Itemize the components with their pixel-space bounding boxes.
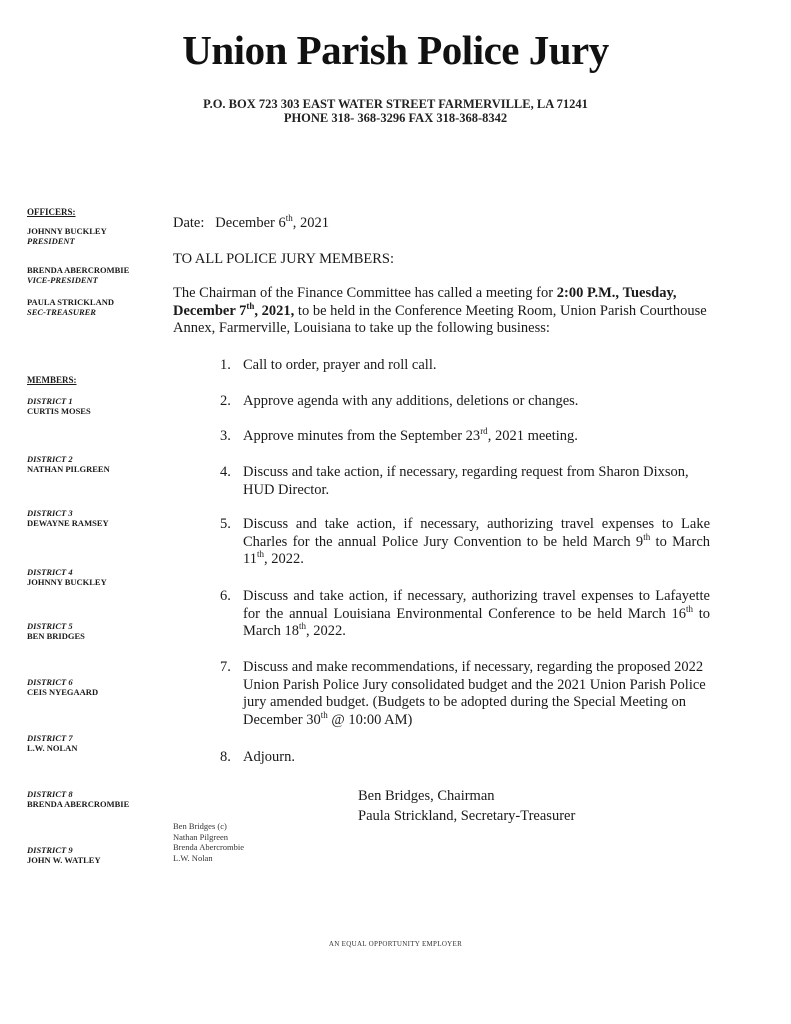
member-name: CURTIS MOSES bbox=[27, 406, 91, 416]
officers-heading: OFFICERS: bbox=[27, 207, 76, 217]
cc-name: Brenda Abercrombie bbox=[173, 842, 245, 852]
agenda-item-text: Adjourn. bbox=[243, 749, 295, 765]
member-district: DISTRICT 6 bbox=[27, 677, 73, 687]
letter-greeting: TO ALL POLICE JURY MEMBERS: bbox=[173, 251, 395, 267]
cc-name: Ben Bridges (c) bbox=[173, 821, 227, 831]
agenda-item-number: 1. bbox=[220, 357, 231, 373]
member-name: JOHNNY BUCKLEY bbox=[27, 577, 107, 587]
agenda-item-number: 7. bbox=[220, 659, 231, 675]
agenda-item-text: Discuss and take action, if necessary, authorizing travel expenses to Lake Charles for the annual Police Jury Convention to be held March 9th to March 11th, 2022. bbox=[243, 516, 711, 567]
officer-name: PAULA STRICKLAND bbox=[27, 297, 114, 307]
agenda-item-text: Call to order, prayer and roll call. bbox=[243, 357, 437, 373]
officer-role: PRESIDENT bbox=[27, 236, 75, 246]
signature-chairman: Ben Bridges, Chairman bbox=[358, 788, 495, 804]
letterhead-address: P.O. BOX 723 303 EAST WATER STREET FARMERVILLE, LA 71241 bbox=[203, 97, 588, 111]
agenda-item-text: Approve minutes from the September 23rd, 2021 meeting. bbox=[243, 426, 578, 444]
agenda-item-text: Discuss and take action, if necessary, regarding request from Sharon Dixson, HUD Director. bbox=[243, 464, 689, 498]
member-name: L.W. NOLAN bbox=[27, 743, 78, 753]
member-district: DISTRICT 8 bbox=[27, 789, 73, 799]
cc-name: Nathan Pilgreen bbox=[173, 831, 228, 842]
member-district: DISTRICT 9 bbox=[27, 845, 73, 855]
member-name: CEIS NYEGAARD bbox=[27, 687, 99, 697]
member-name: JOHN W. WATLEY bbox=[27, 855, 101, 865]
member-district: DISTRICT 1 bbox=[27, 396, 73, 406]
agenda-item-number: 4. bbox=[220, 464, 231, 480]
member-district: DISTRICT 7 bbox=[27, 733, 73, 743]
agenda-item-number: 5. bbox=[220, 516, 231, 532]
member-name: BRENDA ABERCROMBIE bbox=[27, 799, 130, 809]
signature-secretary: Paula Strickland, Secretary-Treasurer bbox=[358, 808, 576, 824]
signature-block bbox=[358, 786, 575, 826]
member-district: DISTRICT 3 bbox=[27, 508, 73, 518]
cc-name: L.W. Nolan bbox=[173, 852, 213, 863]
letterhead-title: Union Parish Police Jury bbox=[182, 27, 609, 73]
agenda-item-number: 3. bbox=[220, 428, 231, 444]
officer-role: VICE-PRESIDENT bbox=[27, 275, 98, 285]
officer-role: SEC-TREASURER bbox=[27, 307, 96, 317]
member-district: DISTRICT 5 bbox=[27, 621, 73, 631]
footer-equal-opportunity: AN EQUAL OPPORTUNITY EMPLOYER bbox=[328, 940, 463, 948]
agenda-item-text: Approve agenda with any additions, deletions or changes. bbox=[243, 393, 579, 409]
agenda-item-text: Discuss and make recommendations, if necessary, regarding the proposed 2022 Union Parish Police Jury consolidated budget and the 2021 Union Parish Police jury amended budget. (Budgets to be adopted during the Special Meeting on December 30th @ 10:00 AM) bbox=[243, 659, 706, 728]
letter-date: Date: December 6th, 2021 bbox=[173, 213, 329, 231]
member-district: DISTRICT 4 bbox=[27, 567, 73, 577]
officer-name: JOHNNY BUCKLEY bbox=[27, 226, 107, 236]
member-name: DEWAYNE RAMSEY bbox=[27, 518, 109, 528]
agenda-item-number: 6. bbox=[220, 588, 231, 604]
officer-name: BRENDA ABERCROMBIE bbox=[27, 265, 130, 275]
member-name: NATHAN PILGREEN bbox=[27, 464, 110, 474]
agenda-item-number: 8. bbox=[220, 749, 231, 765]
agenda-item-number: 2. bbox=[220, 393, 231, 409]
agenda-item-text: Discuss and take action, if necessary, authorizing travel expenses to Lafayette for the annual Louisiana Environmental Conference to be held March 16th to March 18th, 2022. bbox=[243, 588, 711, 639]
member-district: DISTRICT 2 bbox=[27, 454, 73, 464]
letterhead-phone-fax: PHONE 318- 368-3296 FAX 318-368-8342 bbox=[283, 111, 508, 125]
members-heading: MEMBERS: bbox=[27, 375, 77, 385]
member-name: BEN BRIDGES bbox=[27, 631, 85, 641]
cc-list bbox=[173, 821, 244, 863]
letter-intro: The Chairman of the Finance Committee has called a meeting for 2:00 P.M., Tuesday, December 7th, 2021, to be held in the Conference Meeting Room, Union Parish Courthouse Annex, Farmerville, Louisiana to take up the following business: bbox=[173, 285, 707, 336]
